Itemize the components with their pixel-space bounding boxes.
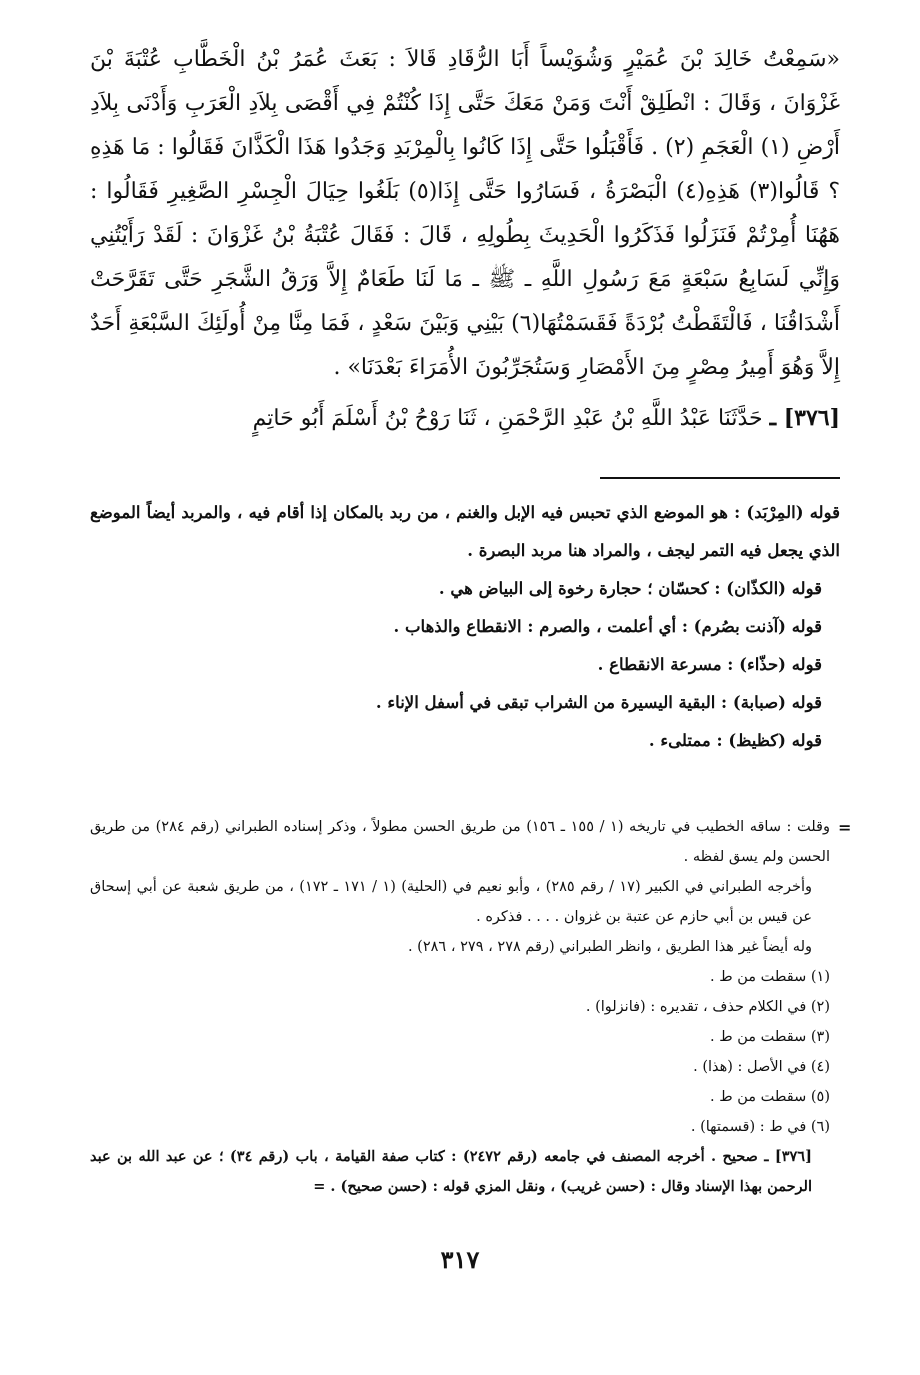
glossary-divider [600,477,840,479]
footnote-2: (٢) في الكلام حذف ، تقديره : (فانزلوا) . [585,999,830,1015]
glossary-notes [90,494,840,760]
footnote-6: (٦) في ط : (قسمتها) . [690,1119,830,1135]
glossary-entry-hadhdha: قوله (حذّاء) : مسرعة الانقطاع . [597,655,822,674]
reference-notes [90,812,830,1202]
reference-paragraph-tabarani: وأخرجه الطبراني في الكبير (١٧ / رقم ٢٨٥) ، وأبو نعيم في (الحلية) (١ / ١٧١ ـ ١٧٢) ، من طريق شعبة عن أبي إسحاق عن قيس بن أبي حازم عن عتبة بن غزوان . . . . فذكره . [90,879,813,925]
footnote-1: (١) سقطت من ط . [709,969,830,985]
continuation-marker: = [838,818,852,837]
glossary-entry-mirbad: قوله (المِرْبَد) : هو الموضع الذي تحبس فيه الإبل والغنم ، من ربد بالمكان إذا أقام فيه ، والمربد أيضاً الموضع الذي يجعل فيه التمر ليجف ، والمراد هنا مربد البصرة . [90,503,840,560]
hadith-text-paragraph: «سَمِعْتُ خَالِدَ بْنَ عُمَيْرٍ وَشُوَيْساً أَبَا الرُّقَادِ قَالاَ : بَعَثَ عُمَرُ بْنُ الْخَطَّابِ عُتْبَةَ بْنَ غَزْوَانَ ، وَقَالَ : انْطَلِقْ أَنْتَ وَمَنْ مَعَكَ حَتَّى إِذَا كُنْتُمْ فِي أَقْصَى بِلاَدِ الْعَرَبِ وَأَدْنَى بِلاَدِ أَرْضِ (١) الْعَجَمِ (٢) . فَأَقْبَلُوا حَتَّى إِذَا كَانُوا بِالْمِرْبَدِ وَجَدُوا هَذَا الْكَذَّانَ فَقَالُوا : مَا هَذِهِ ؟ قَالُوا(٣) هَذِهِ(٤) الْبَصْرَةُ ، فَسَارُوا حَتَّى إِذَا(٥) بَلَغُوا حِيَالَ الْجِسْرِ الصَّغِيرِ فَقَالُوا : هَهُنَا أُمِرْتُمْ فَنَزَلُوا فَذَكَرُوا الْحَدِيثَ بِطُولِهِ ، قَالَ : فَقَالَ عُتْبَةُ بْنُ غَزْوَانَ : لَقَدْ رَأَيْتُنِي وَإِنِّي لَسَابِعُ سَبْعَةٍ مَعَ رَسُولِ اللَّهِ ـ ﷺ ـ مَا لَنَا طَعَامٌ إِلاَّ وَرَقُ الشَّجَرِ حَتَّى تَقَرَّحَتْ أَشْدَاقُنَا ، فَالْتَقَطْتُ بُرْدَةً فَقَسَمْتُهَا(٦) بَيْنِي وَبَيْنَ سَعْدٍ ، فَمَا مِنَّا مِنْ أُولَئِكَ السَّبْعَةِ أَحَدٌ إِلاَّ وَهُوَ أَمِيرُ مِصْرٍ مِنَ الأَمْصَارِ وَسَتُجَرِّبُونَ الأُمَرَاءَ بَعْدَنَا» . [90,47,840,380]
hadith-376-heading [90,396,840,441]
source-note-376: [٣٧٦] ـ صحيح . أخرجه المصنف في جامعه (رقم ٢٤٧٢) : كتاب صفة القيامة ، باب (رقم ٣٤) ؛ عن عبد الله بن عبد الرحمن بهذا الإسناد وقال : (حسن غريب) ، ونقل المزي قوله : (حسن صحيح) . = [90,1148,812,1195]
footnote-5: (٥) سقطت من ط . [709,1089,830,1105]
footnote-3: (٣) سقطت من ط . [709,1029,830,1045]
hadith-chain-start: حَدَّثَنَا عَبْدُ اللَّهِ بْنُ عَبْدِ الرَّحْمَنِ ، ثَنَا رَوْحُ بْنُ أَسْلَمَ أَبُو حَاتِمٍ [252,406,763,431]
reference-paragraph-khatib: وقلت : ساقه الخطيب في تاريخه (١ / ١٥٥ ـ ١٥٦) من طريق الحسن مطولاً ، وذكر إسناده الطبراني (رقم ٢٨٤) من طريق الحسن ولم يسق لفظه . [90,819,830,865]
page-number: ٣١٧ [440,1245,480,1274]
glossary-entry-sababa: قوله (صبابة) : البقية اليسيرة من الشراب تبقى في أسفل الإناء . [375,693,822,712]
glossary-entry-kaddhan: قوله (الكذّان) : كحسّان ؛ حجارة رخوة إلى البياض هي . [438,579,822,598]
glossary-entry-kazeez: قوله (كظيظ) : ممتلىء . [648,731,822,750]
main-text [90,38,840,441]
footnote-4: (٤) في الأصل : (هذا) . [693,1059,830,1075]
reference-paragraph-other-route: وله أيضاً غير هذا الطريق ، وانظر الطبراني (رقم ٢٧٨ ، ٢٧٩ ، ٢٨٦) . [407,939,812,955]
glossary-entry-adhanat: قوله (آذنت بصُرم) : أي أعلمت ، والصرم : الانقطاع والذهاب . [393,617,822,636]
hadith-number: [٣٧٦] ـ [769,405,840,431]
